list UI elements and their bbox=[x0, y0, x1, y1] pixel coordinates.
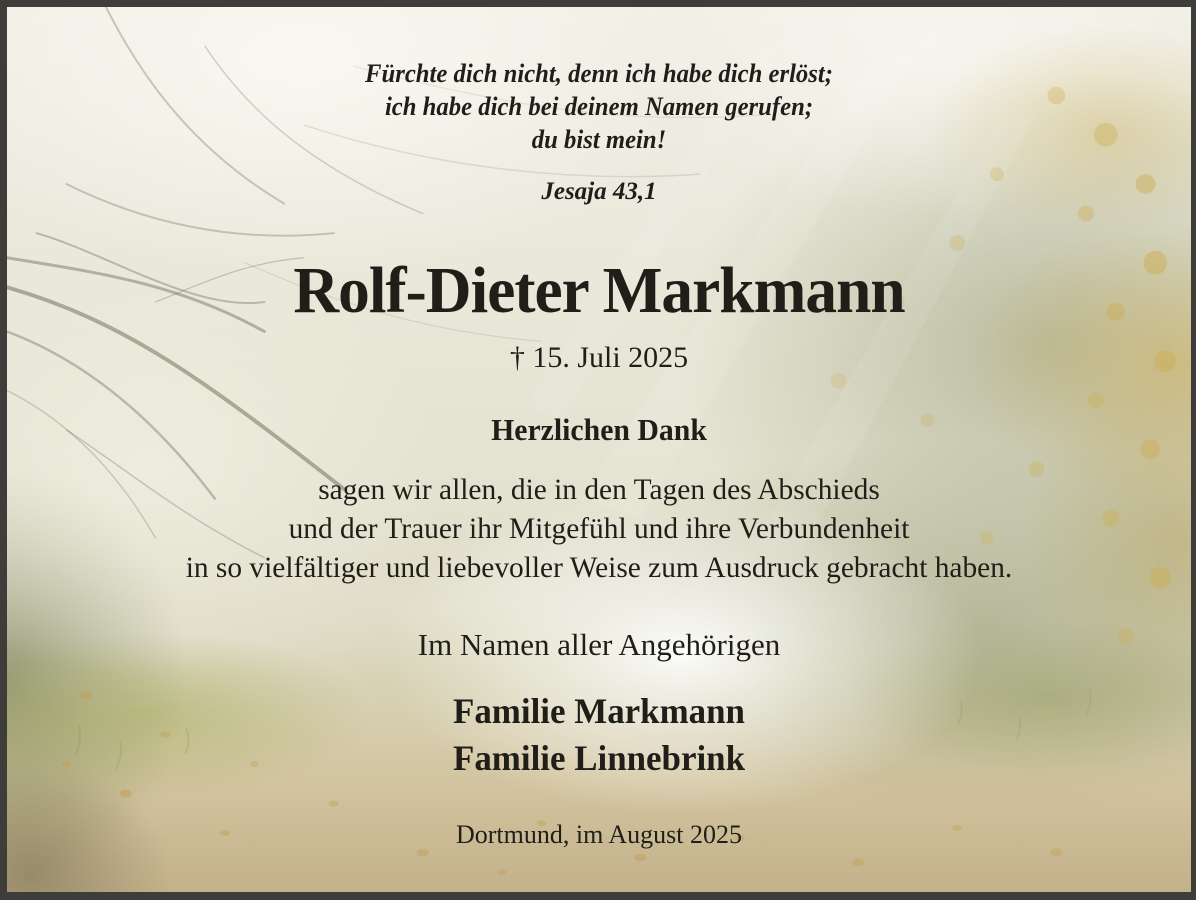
death-date: † 15. Juli 2025 bbox=[509, 341, 689, 374]
family-name: Familie Markmann bbox=[453, 691, 745, 731]
thanks-line: und der Trauer ihr Mitgefühl und ihre Verbundenheit bbox=[288, 512, 910, 545]
notice-text bbox=[7, 7, 1191, 892]
family-signatures bbox=[25, 688, 1173, 782]
quote-line: du bist mein! bbox=[531, 125, 667, 154]
thanks-text bbox=[19, 470, 1179, 587]
scripture-quote bbox=[37, 57, 1162, 156]
deceased-name: Rolf-Dieter Markmann bbox=[293, 254, 905, 327]
thanks-heading: Herzlichen Dank bbox=[491, 412, 707, 447]
quote-line: ich habe dich bei deinem Namen gerufen; bbox=[384, 92, 814, 121]
thanks-line: in so vielfältiger und liebevoller Weise zum Ausdruck gebracht haben. bbox=[185, 551, 1013, 584]
thanks-line: sagen wir allen, die in den Tagen des Abschieds bbox=[318, 473, 880, 506]
scripture-reference: Jesaja 43,1 bbox=[541, 178, 657, 205]
family-name: Familie Linnebrink bbox=[452, 738, 746, 778]
quote-line: Fürchte dich nicht, denn ich habe dich erlöst; bbox=[365, 59, 833, 88]
place-date-line: Dortmund, im August 2025 bbox=[455, 820, 742, 849]
on-behalf-line: Im Namen aller Angehörigen bbox=[417, 627, 781, 662]
